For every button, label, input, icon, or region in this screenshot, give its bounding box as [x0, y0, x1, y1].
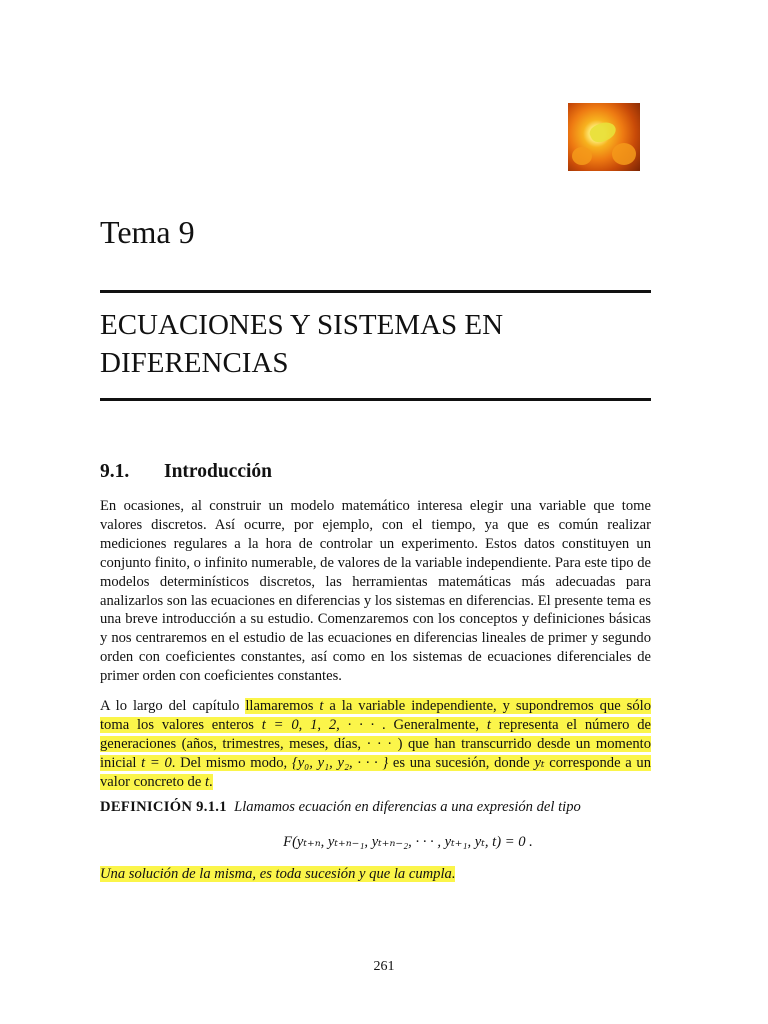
- definition: [100, 798, 660, 817]
- highlight-segment: es una sucesión, donde: [388, 754, 535, 771]
- math-variable-t: t: [319, 698, 324, 714]
- chapter-title: [100, 306, 660, 382]
- solution-text: Una solución de la misma, es toda sucesión y que la cumpla.: [100, 866, 456, 882]
- intro-paragraph: En ocasiones, al construir un modelo matemático interesa elegir una variable que tome valores discretos. Así ocurre, por ejemplo, con el tiempo, ya que es común realizar mediciones regulares a la hora de controlar un experimento. Estos datos constituyen un conjunto finito, o infinito numerable, de valores de la variable independiente. Para este tipo de modelos determinísticos discretos, las herramientas matemáticas más adecuadas para analizarlos son las ecuaciones en diferencias y los sistemas en diferencias. El presente tema es una breve introducción a su estudio. Comenzaremos con los conceptos y definiciones básicas y nos centraremos en el estudio de las ecuaciones en diferencias lineales de primer y segundo orden con coeficientes constantes, así como en los sistemas de ecuaciones diferenciales de primer orden con coeficientes constantes.: [100, 498, 651, 685]
- second-paragraph: [100, 697, 651, 792]
- difference-equation: [0, 832, 768, 852]
- section-title: Introducción: [164, 461, 272, 482]
- page-number: 261: [373, 959, 395, 974]
- section-number: 9.1.: [100, 461, 130, 482]
- chapter-label: Tema 9: [100, 214, 195, 250]
- math-values: t = 0, 1, 2, · · ·: [261, 716, 375, 733]
- math-sequence: {y₀, y₁, y₂, · · · }: [291, 754, 389, 771]
- math-variable-t: t: [486, 716, 491, 733]
- solution-sentence: [100, 865, 455, 883]
- math-variable-t: t: [204, 773, 210, 790]
- highlight-segment: . Del mismo modo,: [171, 754, 292, 771]
- highlight-segment: corresponde a un valor concreto de: [100, 754, 651, 790]
- highlight-segment: .: [209, 773, 213, 790]
- title-rule-top: [100, 290, 651, 293]
- section-heading: [100, 459, 272, 485]
- highlight-segment: representa el número de generaciones (años, trimestres, meses, días, · · · ) que han transcurrido desde un momento inicial: [100, 716, 651, 771]
- flower-petal-shape: [612, 143, 636, 165]
- definition-text: Llamamos ecuación en diferencias a una expresión del tipo: [234, 799, 581, 815]
- highlight-segment: a la variable independiente, y supondremos que sólo toma los valores enteros: [100, 698, 651, 733]
- second-paragraph-start: A lo largo del capítulo: [100, 698, 246, 714]
- flower-leaf-shape: [587, 118, 618, 145]
- math-initial: t = 0: [141, 754, 172, 771]
- definition-label: DEFINICIÓN 9.1.1: [100, 799, 227, 815]
- equation-text: F(yₜ₊ₙ, yₜ₊ₙ₋₁, yₜ₊ₙ₋₂, · · · , yₜ₊₁, yₜ, t) = 0 .: [283, 834, 533, 850]
- flower-petal-shape: [572, 147, 592, 165]
- highlight-segment: . Generalmente,: [374, 716, 487, 733]
- chapter-title-line-1: ECUACIONES Y SISTEMAS EN: [100, 309, 504, 341]
- chapter-title-line-2: DIFERENCIAS: [100, 347, 289, 379]
- math-yt: yₜ: [534, 754, 545, 771]
- title-rule-bottom: [100, 398, 651, 401]
- highlight-segment: llamaremos: [245, 698, 320, 714]
- chapter-image: [568, 103, 640, 171]
